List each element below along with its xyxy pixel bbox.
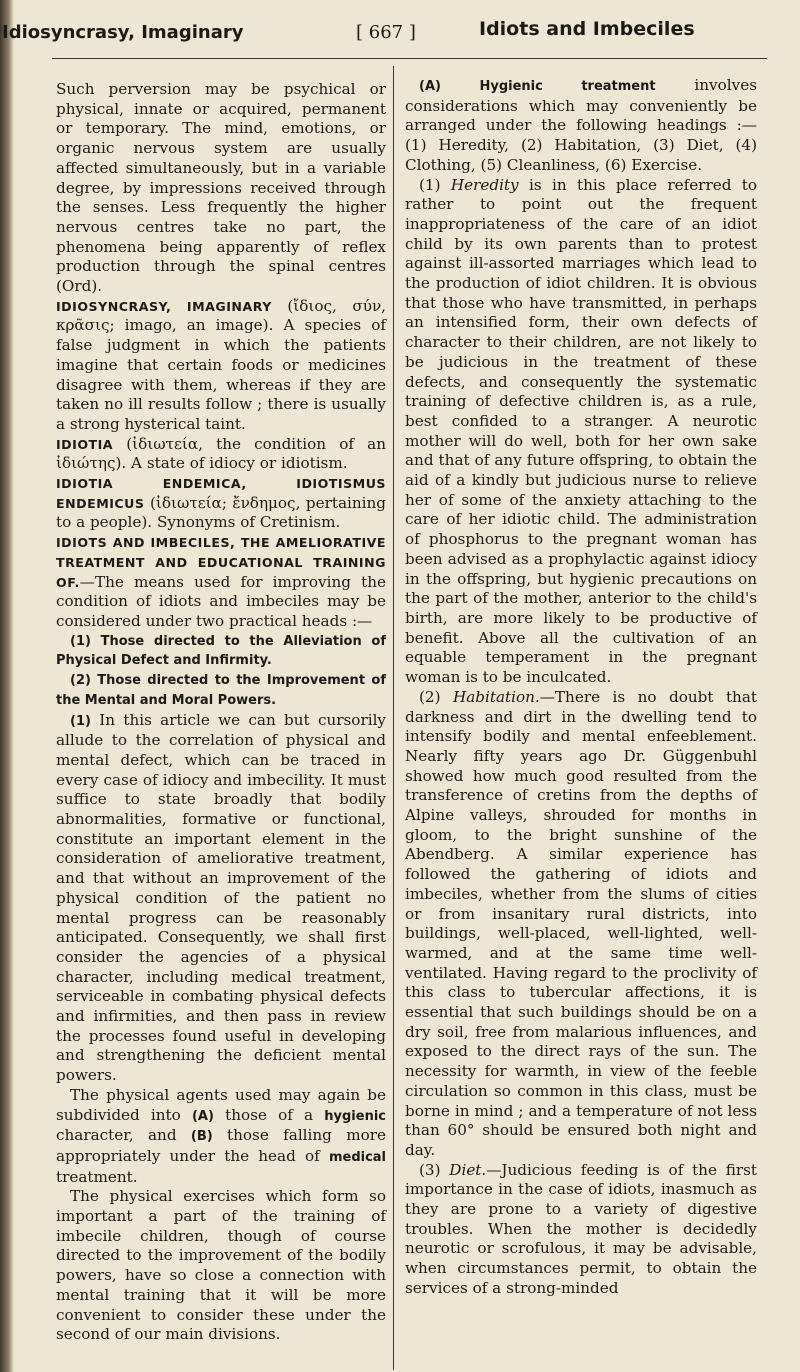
column-divider — [393, 66, 394, 1370]
header-rule — [52, 58, 767, 59]
header-left-title: Idiosyncrasy, Imaginary — [2, 22, 244, 43]
headword-idiosyncrasy: IDIOSYNCRASY, IMAGINARY — [56, 298, 272, 314]
heredity-title: Heredity — [450, 175, 519, 194]
paragraph-number: (1) — [70, 713, 91, 729]
paragraph-correlation-text: In this article we can but cursorily allude to the correlation of physical and mental defect, which can be traced in every case of idiocy and imbecility. It must suffice to state broadly that bodily abnormalities, formative or functional, constitute an important element in the consideration of ameliorative treatment, and that without an improvement of the physical condition of the patient no mental progress can be reasonably anticipated. Consequently, we shall first consider the agencies of a physical character, including medical treatment, serviceable in combating physical defects and infirmities, and then pass in review the processes found useful in developing and strengthening the deficient mental powers. — [56, 710, 387, 1085]
entry-idiots-imbeciles — [56, 533, 386, 632]
text-run: treatment. — [56, 1167, 138, 1186]
paragraph-heredity — [405, 176, 757, 688]
label-A: (A) — [191, 1108, 214, 1124]
entry-idiosyncrasy — [56, 297, 386, 435]
running-header — [0, 8, 800, 48]
headword-idiotia-endemica: IDIOTIA ENDEMICA, IDIOTISMUS ENDEMICUS — [56, 476, 386, 511]
item-number: (2) — [419, 687, 441, 706]
item-number: (1) — [419, 175, 441, 194]
term-hygienic: hygienic — [324, 1108, 386, 1124]
diet-body: —Judicious feeding is of the first importance in the case of idiots, inasmuch as they are prone to a variety of digestive troubles. When the mother is decidedly neurotic or scrofulous, it may be advisable, when circumstances permit, to obtain the services of a strong-minded — [405, 1160, 757, 1297]
header-right-title: Idiots and Imbeciles — [479, 18, 695, 40]
page-number: [ 667 ] — [356, 22, 416, 43]
habitation-body: —There is no doubt that darkness and dirt in the dwelling tend to intensify bodily and mental enfeeblement. Nearly fifty years ago Dr. Güggenbuhl showed how much good resulted from the transference of cretins from the depths of Alpine valleys, shrouded for months in gloom, to the bright sunshine of the Abendberg. A similar experience has followed the gathering of idiots and imbeciles, whether from the slums of cities or from insanitary rural districts, into buildings, well-placed, well-lighted, well-warmed, and at the same time well-ventilated. Having regard to the proclivity of this class to tubercular affections, it is essential that such buildings should be on a dry soil, free from malarious influences, and exposed to the direct rays of the sun. The necessity for warmth, in view of the feeble circulation so common in this class, must be borne in mind ; and a temperature of not less than 60° should be ensured both night and day. — [405, 687, 757, 1159]
hygienic-label: (A) Hygienic treatment — [419, 79, 656, 94]
text-run: those falling more appropriately under the head of — [56, 1126, 387, 1165]
entry-idiotia — [56, 435, 386, 474]
paragraph-physical-exercises: The physical exercises which form so important a part of the training of imbecile children, though of course directed to the improvement of the bodily powers, have so close a connection with mental training that it will be more convenient to consider these under the second of our main divisions. — [56, 1187, 386, 1344]
left-column — [56, 80, 386, 1345]
intro-paragraph: Such perversion may be psychical or physical, innate or acquired, permanent or temporary. The mind, emotions, or organic nervous system are usually affected simultaneously, but in a variable degree, by impressions received through the senses. Less frequently the higher nervous centres take no part, the phenomena being apparently of reflex production through the spinal centres (Ord). — [56, 80, 386, 296]
text-run: character, and — [56, 1126, 177, 1145]
paragraph-physical-agents — [56, 1086, 386, 1188]
entry-idiotia-endemica — [56, 474, 386, 533]
text-run: The physical agents used may again be subdivided into — [56, 1085, 386, 1124]
headword-idiotia: IDIOTIA — [56, 436, 114, 452]
diet-title: Diet. — [449, 1160, 487, 1179]
label-B: (B) — [190, 1129, 213, 1145]
section-heading-mental: (2) Those directed to the Improvement of the Mental and Moral Powers. — [56, 673, 386, 708]
term-medical: medical — [328, 1149, 387, 1165]
entry-idiotia-body: (ἰδιωτεία, the condition of an ἰδιώτης). A state of idiocy or idiotism. — [56, 434, 387, 473]
paragraph-correlation — [56, 711, 386, 1086]
item-number: (3) — [419, 1160, 441, 1179]
hygienic-body: involves considerations which may conveniently be arranged under the following headings :— (1) Heredity, (2) Habitation, (3) Diet, (4) Clothing, (5) Cleanliness, (6) Exercise. — [405, 76, 758, 174]
paragraph-hygienic — [405, 76, 757, 176]
paragraph-diet — [405, 1161, 757, 1299]
paragraph-habitation — [405, 688, 757, 1161]
entry-idiots-imbeciles-body: —The means used for improving the condition of idiots and imbeciles may be considered under two practical heads :— — [56, 572, 386, 630]
headword-idiots-imbeciles: IDIOTS AND IMBECILES, THE AMELIORATIVE TREATMENT AND EDUCATIONAL TRAINING OF. — [56, 535, 386, 590]
entry-idiotia-endemica-body: (ἰδιωτεία; ἔνδημος, pertaining to a people). Synonyms of Cretinism. — [56, 493, 387, 532]
section-heading-physical: (1) Those directed to the Alleviation of Physical Defect and Infirmity. — [56, 633, 386, 669]
right-column — [405, 76, 757, 1299]
entry-idiosyncrasy-body: (ἴδιος, σύν, κρᾶσις; imago, an image). A species of false judgment in which the patients imagine that certain foods or medicines disagree with them, whereas if they are taken no ill results follow ; there is usually a strong hysterical taint. — [56, 296, 387, 433]
text-run: those of a — [225, 1105, 314, 1124]
habitation-title: Habitation. — [452, 687, 540, 706]
heredity-body: is in this place referred to rather to point out the frequent inappropriateness of the care of an idiot child by its own parents than to protest against ill-assorted marriages which lead to the production of idiot children. It is obvious that those who have transmitted, in perhaps an intensified form, their own defects of character to their children, are not likely to be judicious in the treatment of these defects, and consequently the systematic training of defective children is, as a rule, best confided to a stranger. A neurotic mother will do well, both for her own sake and that of any future offspring, to obtain the aid of a kindly but judicious nurse to relieve her of some of the anxiety attaching to the care of her idiotic child. The administration of phosphorus to the pregnant woman has been advised as a prophylactic against idiocy in the offspring, but hygienic precautions on the part of the mother, anterior to the child's birth, are more likely to be productive of benefit. Above all the cultivation of an equable temperament in the pregnant woman is to be inculcated. — [405, 175, 758, 687]
page-binding-shadow — [0, 0, 14, 1372]
